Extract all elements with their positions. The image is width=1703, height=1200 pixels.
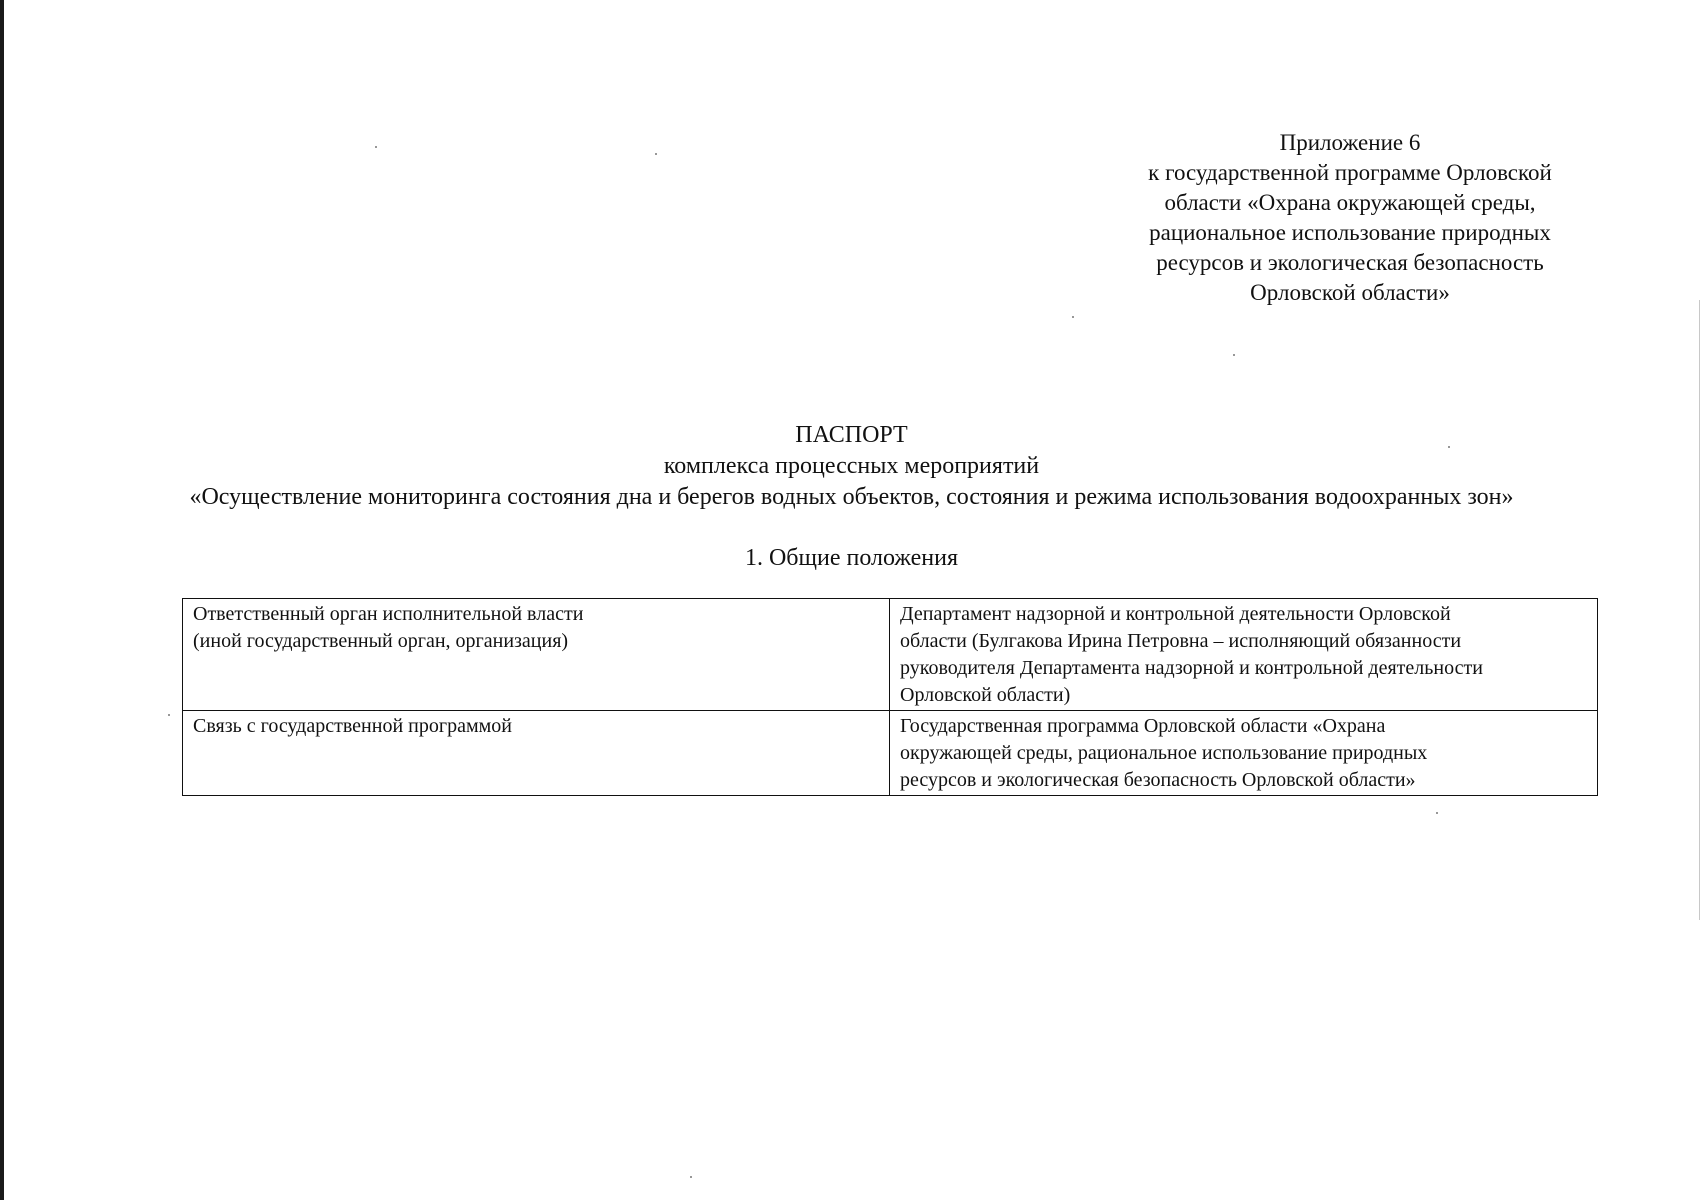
cell-text-line: Орловской области) bbox=[900, 684, 1071, 706]
scan-speck bbox=[1072, 316, 1074, 318]
appendix-line: ресурсов и экологическая безопасность bbox=[1156, 250, 1544, 275]
cell-text-line: Связь с государственной программой bbox=[193, 715, 512, 737]
cell-text-line: (иной государственный орган, организация) bbox=[193, 630, 569, 652]
table-row bbox=[183, 711, 1598, 796]
appendix-note bbox=[1080, 128, 1620, 308]
scan-speck bbox=[655, 153, 657, 155]
appendix-line: области «Охрана окружающей среды, bbox=[1164, 190, 1536, 215]
table-cell-value bbox=[890, 711, 1598, 796]
appendix-line: рациональное использование природных bbox=[1149, 220, 1551, 245]
passport-program-name: «Осуществление мониторинга состояния дна и берегов водных объектов, состояния и режима использования водоохранных зон» bbox=[189, 484, 1514, 510]
cell-text-line: Департамент надзорной и контрольной деятельности Орловской bbox=[900, 603, 1451, 625]
passport-title: ПАСПОРТ bbox=[795, 422, 908, 448]
scan-right-edge bbox=[1699, 300, 1700, 920]
table-cell-label bbox=[183, 599, 890, 711]
section-heading: 1. Общие положения bbox=[744, 545, 959, 571]
general-provisions-table bbox=[182, 598, 1598, 796]
appendix-line: Орловской области» bbox=[1250, 280, 1450, 305]
table-row bbox=[183, 599, 1598, 711]
cell-text-line: Ответственный орган исполнительной власти bbox=[193, 603, 584, 625]
scan-left-edge bbox=[0, 0, 4, 1200]
passport-subtitle: комплекса процессных мероприятий bbox=[663, 453, 1040, 479]
table-cell-label bbox=[183, 711, 890, 796]
table-cell-value bbox=[890, 599, 1598, 711]
appendix-line: к государственной программе Орловской bbox=[1148, 160, 1552, 185]
scan-speck bbox=[168, 714, 170, 716]
cell-text-line: Государственная программа Орловской области «Охрана bbox=[900, 715, 1386, 737]
cell-text-line: ресурсов и экологическая безопасность Орловской области» bbox=[900, 769, 1416, 791]
scan-speck bbox=[690, 1176, 692, 1178]
scan-speck bbox=[1233, 354, 1235, 356]
cell-text-line: окружающей среды, рациональное использование природных bbox=[900, 742, 1428, 764]
scan-speck bbox=[375, 146, 377, 148]
scan-speck bbox=[1436, 812, 1438, 814]
cell-text-line: области (Булгакова Ирина Петровна – исполняющий обязанности bbox=[900, 630, 1462, 652]
appendix-line: Приложение 6 bbox=[1279, 130, 1421, 155]
cell-text-line: руководителя Департамента надзорной и контрольной деятельности bbox=[900, 657, 1483, 679]
